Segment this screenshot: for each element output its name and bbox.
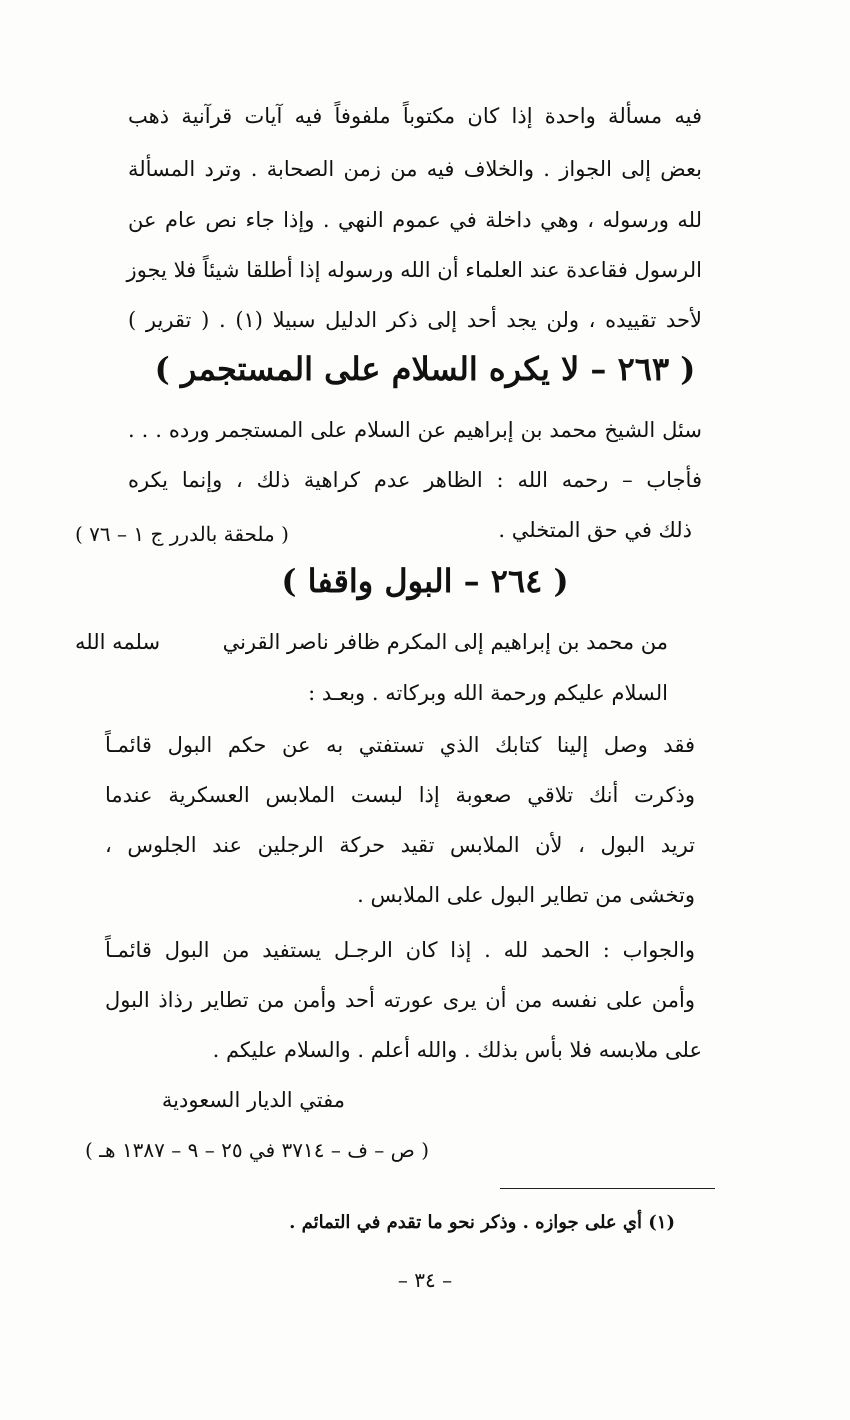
footnote: (١) أي على جوازه . وذكر نحو ما تقدم في التمائم . [289, 1212, 675, 1233]
text-line: سئل الشيخ محمد بن إبراهيم عن السلام على المستجمر ورده . . . [128, 418, 702, 442]
text-line: وذكرت أنك تلاقي صعوبة إذا لبست الملابس العسكرية عندما [105, 783, 695, 807]
text-line: والجواب : الحمد لله . إذا كان الرجـل يستفيد من البول قائمـاً [105, 938, 695, 962]
text-line: على ملابسه فلا بأس بذلك . والله أعلم . والسلام عليكم . [212, 1038, 702, 1062]
text-line: لله ورسوله ، وهي داخلة في عموم النهي . وإذا جاء نص عام عن [128, 208, 702, 232]
text-line: ذلك في حق المتخلي . [498, 518, 692, 542]
text-line: فقد وصل إلينا كتابك الذي تستفتي به عن حكم البول قائمـاً [105, 733, 695, 757]
text-line: فيه مسألة واحدة إذا كان مكتوباً ملفوفاً فيه آيات قرآنية ذهب [128, 104, 702, 128]
footnote-divider [500, 1188, 715, 1189]
source-reference: ( ص – ف – ٣٧١٤ في ٢٥ – ٩ – ١٣٨٧ هـ ) [85, 1138, 430, 1162]
letter-blessing: سلمه الله [75, 630, 161, 654]
letter-greeting: السلام عليكم ورحمة الله وبركاته . وبعـد : [308, 681, 668, 705]
section-heading-264: ( ٢٦٤ – البول واقفا ) [281, 562, 569, 600]
text-line: لأحد تقييده ، ولن يجد أحد إلى ذكر الدليل سبيلا (١) . ( تقرير ) [128, 308, 702, 332]
text-line: وأمن على نفسه من أن يرى عورته أحد وأمن من تطاير رذاذ البول [105, 988, 695, 1012]
text-line: بعض إلى الجواز . والخلاف فيه من زمن الصحابة . وترد المسألة [128, 157, 702, 181]
text-line: فأجاب – رحمه الله : الظاهر عدم كراهية ذلك ، وإنما يكره [128, 468, 702, 492]
signature: مفتي الديار السعودية [161, 1088, 345, 1112]
text-line: تريد البول ، لأن الملابس تقيد حركة الرجلين عند الجلوس ، [105, 833, 696, 857]
section-heading-263: ( ٢٦٣ – لا يكره السلام على المستجمر ) [154, 350, 696, 388]
letter-address: من محمد بن إبراهيم إلى المكرم ظافر ناصر القرني [222, 630, 668, 654]
text-line: الرسول فقاعدة عند العلماء أن الله ورسوله إذا أطلقا شيئاً فلا يجوز [126, 258, 702, 282]
text-line: وتخشى من تطاير البول على الملابس . [357, 883, 695, 907]
source-reference: ( ملحقة بالدرر ج ١ – ٧٦ ) [75, 522, 289, 546]
page-number: – ٣٤ – [397, 1268, 453, 1292]
